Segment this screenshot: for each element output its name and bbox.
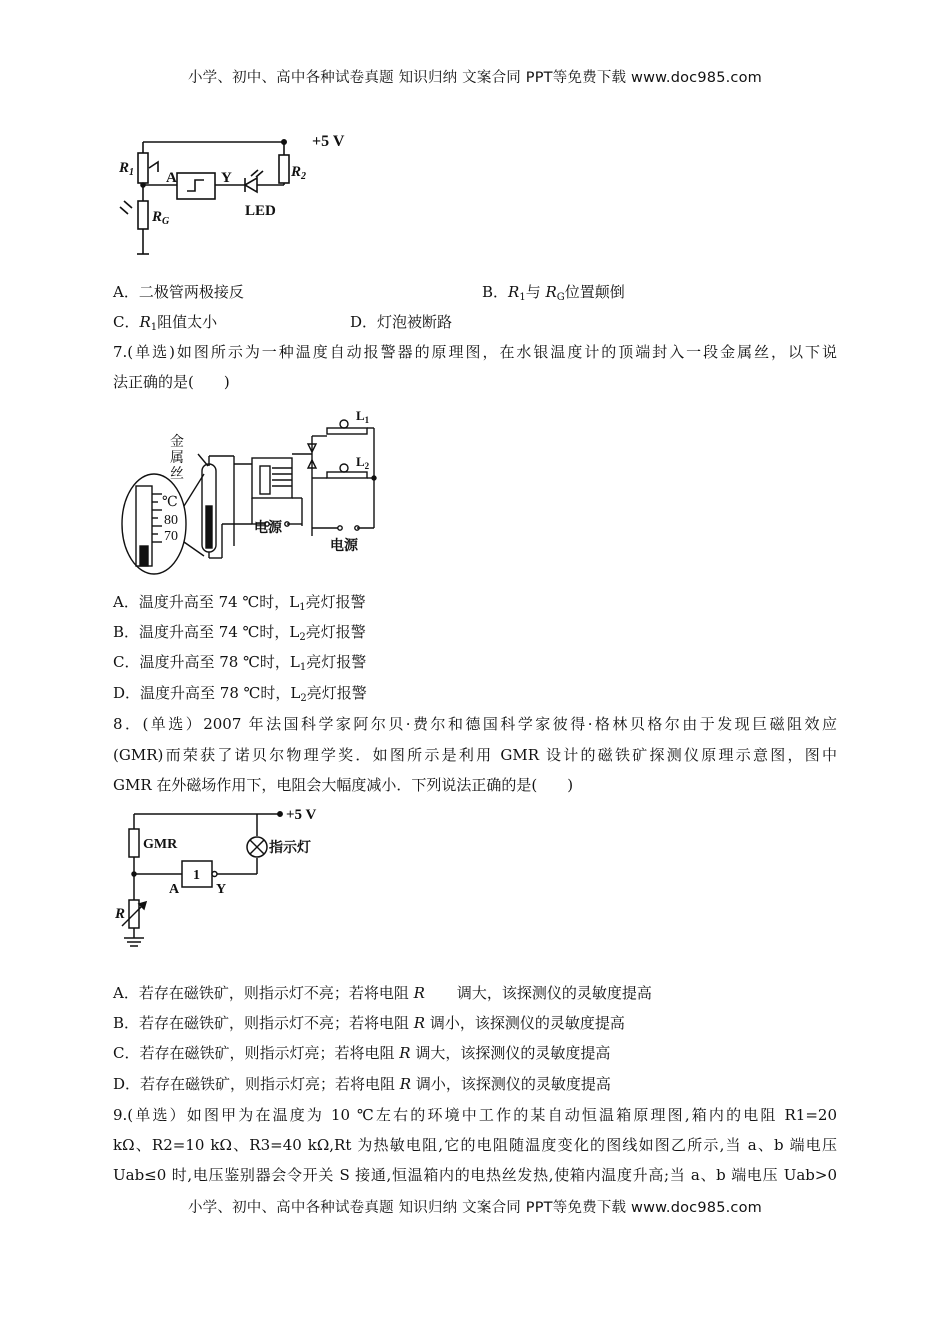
fig2-l1-label: $L_1$ — [356, 408, 370, 425]
q7-option-c: C．温度升高至 78 ℃时，$L_1$亮灯报警 — [113, 653, 367, 673]
q8-option-c: C．若存在磁铁矿，则指示灯亮；若将电阻 R 调大，该探测仪的灵敏度提高 — [113, 1044, 611, 1062]
fig1-led-label: LED — [245, 203, 276, 219]
fig3-gate-label: 1 — [193, 868, 200, 883]
q8-stem-line3: GMR 在外磁场作用下，电阻会大幅度减小．下列说法正确的是( ) — [113, 776, 574, 794]
q7-option-d: D．温度升高至 78 ℃时，$L_2$亮灯报警 — [113, 684, 367, 704]
page-footer: 小学、初中、高中各种试卷真题 知识归纳 文案合同 PPT等免费下载 www.doc985.com — [187, 1200, 763, 1216]
q6-option-c: C．$R_1$阻值太小 — [113, 313, 218, 333]
fig3-a-label: A — [169, 882, 180, 897]
fig2-unit-label: ℃ — [162, 495, 178, 510]
q8-stem-line2: (GMR)而荣获了诺贝尔物理学奖．如图所示是利用 GMR 设计的磁铁矿探测仪原理示意图，图中 — [113, 746, 837, 764]
page-header: 小学、初中、高中各种试卷真题 知识归纳 文案合同 PPT等免费下载 www.doc985.com — [187, 70, 763, 86]
fig2-power-label-2: 电源 — [330, 539, 358, 554]
fig2-wire-label-3: 丝 — [170, 467, 184, 482]
fig1-supply-label: +5 V — [312, 133, 345, 150]
q9-stem-line2: kΩ、R2=10 kΩ、R3=40 kΩ,Rt 为热敏电阻,它的电阻随温度变化的图线如图乙所示,当 a、b 端电压 — [113, 1136, 837, 1154]
fig1-rg-label: $R_G$ — [152, 209, 170, 227]
fig2-l2-label: $L_2$ — [356, 454, 370, 471]
fig3-r-label: R — [115, 906, 126, 922]
figure-led-circuit — [112, 128, 362, 266]
q8-option-a: A．若存在磁铁矿，则指示灯不亮；若将电阻 R 调大，该探测仪的灵敏度提高 — [113, 984, 652, 1002]
fig2-wire-label-2: 属 — [170, 451, 184, 466]
fig3-y-label: Y — [216, 882, 227, 897]
q6-option-a: A．二极管两极接反 — [113, 283, 244, 301]
q6-option-b: B．$R_1$与 $R_G$位置颠倒 — [482, 283, 625, 303]
q7-option-a: A．温度升高至 74 ℃时，$L_1$亮灯报警 — [113, 593, 366, 613]
fig1-a-label: A — [166, 170, 177, 186]
fig1-y-label: Y — [221, 170, 232, 186]
fig3-gmr-label: GMR — [143, 837, 178, 852]
fig3-lamp-label: 指示灯 — [269, 841, 311, 856]
q7-stem-line2: 法正确的是( ) — [113, 373, 230, 391]
fig2-tick-80: 80 — [164, 513, 178, 528]
q9-stem-line1: 9.(单选）如图甲为在温度为 10 ℃左右的环境中工作的某自动恒温箱原理图,箱内的电阻 R1=20 — [113, 1106, 837, 1124]
figure-thermometer-alarm — [112, 406, 382, 578]
fig1-r1-label: $R_1$ — [119, 160, 135, 178]
q6-option-d: D．灯泡被断路 — [350, 313, 453, 331]
q8-option-d: D．若存在磁铁矿，则指示灯亮；若将电阻 R 调小，该探测仪的灵敏度提高 — [113, 1075, 611, 1093]
q7-option-b: B．温度升高至 74 ℃时，$L_2$亮灯报警 — [113, 623, 366, 643]
q7-stem-line1: 7.(单选)如图所示为一种温度自动报警器的原理图，在水银温度计的顶端封入一段金属丝，以下说 — [113, 343, 837, 361]
figure-gmr-detector — [112, 804, 352, 954]
fig3-supply-label: +5 V — [286, 807, 317, 823]
fig2-power-label-1: 电源 — [254, 521, 282, 536]
q8-stem-line1: 8．(单选）2007 年法国科学家阿尔贝·费尔和德国科学家彼得·格林贝格尔由于发现巨磁阻效应 — [113, 715, 837, 733]
q8-option-b: B．若存在磁铁矿，则指示灯不亮；若将电阻 R 调小，该探测仪的灵敏度提高 — [113, 1014, 625, 1032]
q9-stem-line3: Uab≤0 时,电压鉴别器会令开关 S 接通,恒温箱内的电热丝发热,使箱内温度升高;当 a、b 端电压 Uab>0 — [113, 1166, 837, 1184]
fig2-tick-70: 70 — [164, 529, 178, 544]
fig2-wire-label-1: 金 — [170, 435, 184, 450]
fig1-r2-label: $R_2$ — [291, 164, 307, 182]
